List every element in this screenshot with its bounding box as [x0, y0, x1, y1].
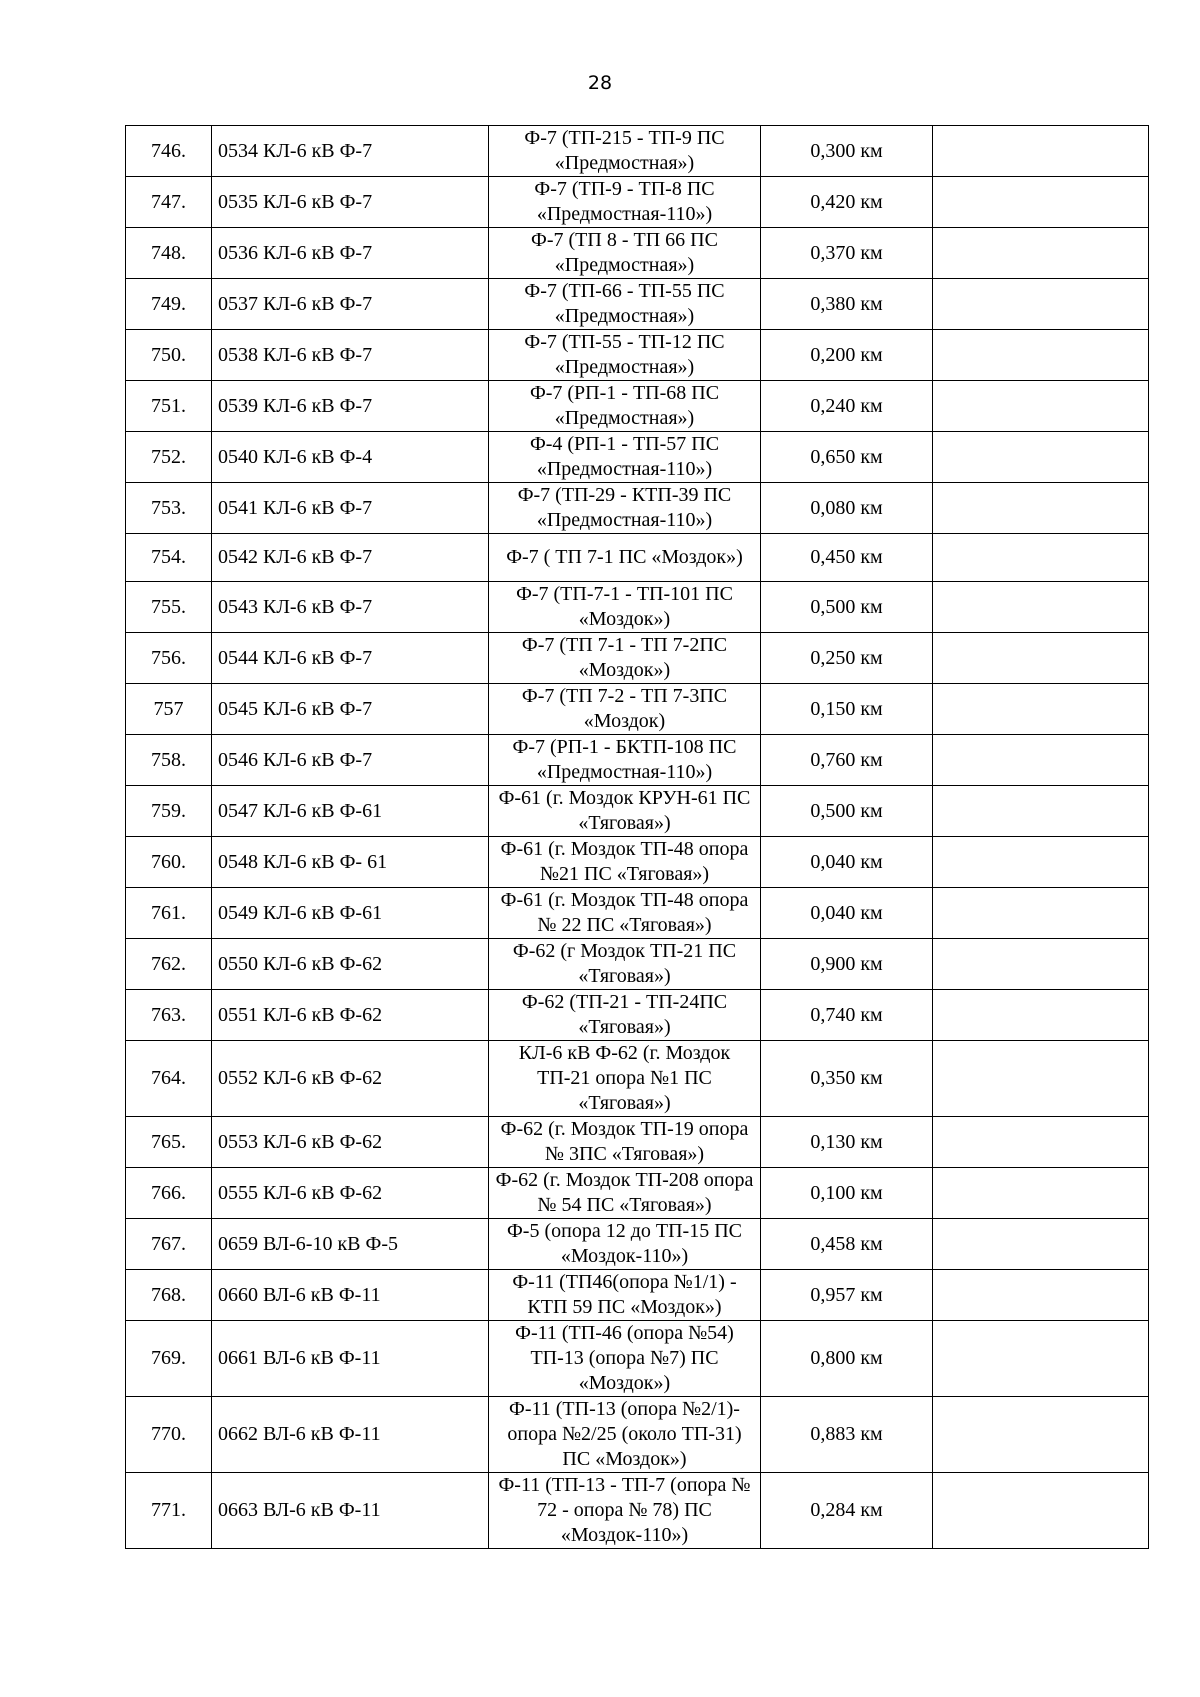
object-name-cell: 0661 ВЛ-6 кВ Ф-11 [212, 1321, 489, 1397]
location-cell: Ф-11 (ТП-46 (опора №54) ТП-13 (опора №7) ПС «Моздок») [489, 1321, 761, 1397]
object-name-cell: 0663 ВЛ-6 кВ Ф-11 [212, 1473, 489, 1549]
table-row [126, 684, 1149, 735]
row-number-cell: 756. [126, 633, 212, 684]
object-name-cell: 0548 КЛ-6 кВ Ф- 61 [212, 837, 489, 888]
row-number-cell: 755. [126, 582, 212, 633]
note-cell [933, 381, 1149, 432]
table-row [126, 483, 1149, 534]
row-number-cell: 747. [126, 177, 212, 228]
row-number-cell: 770. [126, 1397, 212, 1473]
row-number-cell: 749. [126, 279, 212, 330]
row-number-cell: 764. [126, 1041, 212, 1117]
note-cell [933, 1397, 1149, 1473]
location-cell: Ф-5 (опора 12 до ТП-15 ПС «Моздок-110») [489, 1219, 761, 1270]
length-cell: 0,458 км [761, 1219, 933, 1270]
location-cell: Ф-7 (ТП-66 - ТП-55 ПС «Предмостная») [489, 279, 761, 330]
row-number-cell: 750. [126, 330, 212, 381]
row-number-cell: 761. [126, 888, 212, 939]
note-cell [933, 735, 1149, 786]
location-cell: Ф-7 (ТП-55 - ТП-12 ПС «Предмостная») [489, 330, 761, 381]
location-cell: Ф-7 (ТП-7-1 - ТП-101 ПС «Моздок») [489, 582, 761, 633]
note-cell [933, 177, 1149, 228]
location-cell: КЛ-6 кВ Ф-62 (г. Моздок ТП-21 опора №1 ПС «Тяговая») [489, 1041, 761, 1117]
length-cell: 0,800 км [761, 1321, 933, 1397]
table-row [126, 1219, 1149, 1270]
table-row [126, 837, 1149, 888]
note-cell [933, 534, 1149, 582]
note-cell [933, 483, 1149, 534]
length-cell: 0,900 км [761, 939, 933, 990]
note-cell [933, 330, 1149, 381]
table-row [126, 1397, 1149, 1473]
note-cell [933, 837, 1149, 888]
object-name-cell: 0547 КЛ-6 кВ Ф-61 [212, 786, 489, 837]
location-cell: Ф-4 (РП-1 - ТП-57 ПС «Предмостная-110») [489, 432, 761, 483]
object-name-cell: 0536 КЛ-6 кВ Ф-7 [212, 228, 489, 279]
object-name-cell: 0552 КЛ-6 кВ Ф-62 [212, 1041, 489, 1117]
note-cell [933, 786, 1149, 837]
location-cell: Ф-11 (ТП-13 - ТП-7 (опора № 72 - опора № 78) ПС «Моздок-110») [489, 1473, 761, 1549]
row-number-cell: 753. [126, 483, 212, 534]
length-cell: 0,420 км [761, 177, 933, 228]
table-row [126, 735, 1149, 786]
object-name-cell: 0549 КЛ-6 кВ Ф-61 [212, 888, 489, 939]
note-cell [933, 1117, 1149, 1168]
length-cell: 0,200 км [761, 330, 933, 381]
location-cell: Ф-11 (ТП46(опора №1/1) - КТП 59 ПС «Моздок») [489, 1270, 761, 1321]
location-cell: Ф-62 (ТП-21 - ТП-24ПС «Тяговая») [489, 990, 761, 1041]
note-cell [933, 888, 1149, 939]
location-cell: Ф-7 (ТП 8 - ТП 66 ПС «Предмостная») [489, 228, 761, 279]
note-cell [933, 279, 1149, 330]
table-row [126, 279, 1149, 330]
length-cell: 0,883 км [761, 1397, 933, 1473]
row-number-cell: 759. [126, 786, 212, 837]
registry-table [125, 125, 1149, 1549]
table-row [126, 534, 1149, 582]
location-cell: Ф-7 (РП-1 - БКТП-108 ПС «Предмостная-110») [489, 735, 761, 786]
row-number-cell: 757 [126, 684, 212, 735]
object-name-cell: 0659 ВЛ-6-10 кВ Ф-5 [212, 1219, 489, 1270]
object-name-cell: 0550 КЛ-6 кВ Ф-62 [212, 939, 489, 990]
length-cell: 0,040 км [761, 837, 933, 888]
table-row [126, 990, 1149, 1041]
note-cell [933, 1219, 1149, 1270]
length-cell: 0,370 км [761, 228, 933, 279]
table-row [126, 330, 1149, 381]
table-row [126, 888, 1149, 939]
object-name-cell: 0535 КЛ-6 кВ Ф-7 [212, 177, 489, 228]
length-cell: 0,080 км [761, 483, 933, 534]
row-number-cell: 760. [126, 837, 212, 888]
note-cell [933, 684, 1149, 735]
length-cell: 0,100 км [761, 1168, 933, 1219]
location-cell: Ф-62 (г. Моздок ТП-19 опора № 3ПС «Тяговая») [489, 1117, 761, 1168]
row-number-cell: 746. [126, 126, 212, 177]
table-row [126, 228, 1149, 279]
length-cell: 0,240 км [761, 381, 933, 432]
location-cell: Ф-7 (ТП-9 - ТП-8 ПС «Предмостная-110») [489, 177, 761, 228]
location-cell: Ф-11 (ТП-13 (опора №2/1)- опора №2/25 (около ТП-31) ПС «Моздок») [489, 1397, 761, 1473]
table-row [126, 1168, 1149, 1219]
length-cell: 0,650 км [761, 432, 933, 483]
row-number-cell: 767. [126, 1219, 212, 1270]
note-cell [933, 1321, 1149, 1397]
row-number-cell: 752. [126, 432, 212, 483]
note-cell [933, 228, 1149, 279]
location-cell: Ф-62 (г. Моздок ТП-208 опора № 54 ПС «Тяговая») [489, 1168, 761, 1219]
object-name-cell: 0534 КЛ-6 кВ Ф-7 [212, 126, 489, 177]
note-cell [933, 1041, 1149, 1117]
length-cell: 0,760 км [761, 735, 933, 786]
location-cell: Ф-7 (ТП-29 - КТП-39 ПС «Предмостная-110») [489, 483, 761, 534]
length-cell: 0,350 км [761, 1041, 933, 1117]
object-name-cell: 0662 ВЛ-6 кВ Ф-11 [212, 1397, 489, 1473]
table-row [126, 1117, 1149, 1168]
location-cell: Ф-61 (г. Моздок ТП-48 опора №21 ПС «Тяговая») [489, 837, 761, 888]
object-name-cell: 0660 ВЛ-6 кВ Ф-11 [212, 1270, 489, 1321]
object-name-cell: 0542 КЛ-6 кВ Ф-7 [212, 534, 489, 582]
location-cell: Ф-61 (г. Моздок КРУН-61 ПС «Тяговая») [489, 786, 761, 837]
row-number-cell: 765. [126, 1117, 212, 1168]
row-number-cell: 754. [126, 534, 212, 582]
table-row [126, 177, 1149, 228]
object-name-cell: 0537 КЛ-6 кВ Ф-7 [212, 279, 489, 330]
object-name-cell: 0541 КЛ-6 кВ Ф-7 [212, 483, 489, 534]
object-name-cell: 0539 КЛ-6 кВ Ф-7 [212, 381, 489, 432]
object-name-cell: 0551 КЛ-6 кВ Ф-62 [212, 990, 489, 1041]
table-row [126, 633, 1149, 684]
table-row [126, 582, 1149, 633]
page-number: 28 [587, 72, 613, 94]
location-cell: Ф-7 (ТП 7-1 - ТП 7-2ПС «Моздок») [489, 633, 761, 684]
note-cell [933, 582, 1149, 633]
table-row [126, 381, 1149, 432]
length-cell: 0,380 км [761, 279, 933, 330]
length-cell: 0,150 км [761, 684, 933, 735]
note-cell [933, 990, 1149, 1041]
row-number-cell: 766. [126, 1168, 212, 1219]
length-cell: 0,500 км [761, 582, 933, 633]
length-cell: 0,740 км [761, 990, 933, 1041]
length-cell: 0,500 км [761, 786, 933, 837]
object-name-cell: 0543 КЛ-6 кВ Ф-7 [212, 582, 489, 633]
table-row [126, 939, 1149, 990]
length-cell: 0,300 км [761, 126, 933, 177]
row-number-cell: 762. [126, 939, 212, 990]
location-cell: Ф-62 (г Моздок ТП-21 ПС «Тяговая») [489, 939, 761, 990]
length-cell: 0,284 км [761, 1473, 933, 1549]
length-cell: 0,450 км [761, 534, 933, 582]
location-cell: Ф-61 (г. Моздок ТП-48 опора № 22 ПС «Тяговая») [489, 888, 761, 939]
row-number-cell: 768. [126, 1270, 212, 1321]
row-number-cell: 758. [126, 735, 212, 786]
row-number-cell: 771. [126, 1473, 212, 1549]
table-row [126, 1270, 1149, 1321]
table-body [126, 126, 1149, 1549]
table-row [126, 786, 1149, 837]
location-cell: Ф-7 (ТП-215 - ТП-9 ПС «Предмостная») [489, 126, 761, 177]
note-cell [933, 939, 1149, 990]
object-name-cell: 0545 КЛ-6 кВ Ф-7 [212, 684, 489, 735]
length-cell: 0,250 км [761, 633, 933, 684]
note-cell [933, 1168, 1149, 1219]
table-row [126, 1041, 1149, 1117]
table-row [126, 1321, 1149, 1397]
row-number-cell: 769. [126, 1321, 212, 1397]
object-name-cell: 0538 КЛ-6 кВ Ф-7 [212, 330, 489, 381]
note-cell [933, 1473, 1149, 1549]
row-number-cell: 763. [126, 990, 212, 1041]
note-cell [933, 1270, 1149, 1321]
object-name-cell: 0546 КЛ-6 кВ Ф-7 [212, 735, 489, 786]
note-cell [933, 432, 1149, 483]
note-cell [933, 126, 1149, 177]
object-name-cell: 0553 КЛ-6 кВ Ф-62 [212, 1117, 489, 1168]
object-name-cell: 0540 КЛ-6 кВ Ф-4 [212, 432, 489, 483]
table-row [126, 432, 1149, 483]
row-number-cell: 751. [126, 381, 212, 432]
object-name-cell: 0555 КЛ-6 кВ Ф-62 [212, 1168, 489, 1219]
length-cell: 0,130 км [761, 1117, 933, 1168]
location-cell: Ф-7 (РП-1 - ТП-68 ПС «Предмостная») [489, 381, 761, 432]
length-cell: 0,040 км [761, 888, 933, 939]
row-number-cell: 748. [126, 228, 212, 279]
location-cell: Ф-7 (ТП 7-2 - ТП 7-3ПС «Моздок) [489, 684, 761, 735]
location-cell: Ф-7 ( ТП 7-1 ПС «Моздок») [489, 534, 761, 582]
object-name-cell: 0544 КЛ-6 кВ Ф-7 [212, 633, 489, 684]
length-cell: 0,957 км [761, 1270, 933, 1321]
table-row [126, 126, 1149, 177]
note-cell [933, 633, 1149, 684]
table-row [126, 1473, 1149, 1549]
